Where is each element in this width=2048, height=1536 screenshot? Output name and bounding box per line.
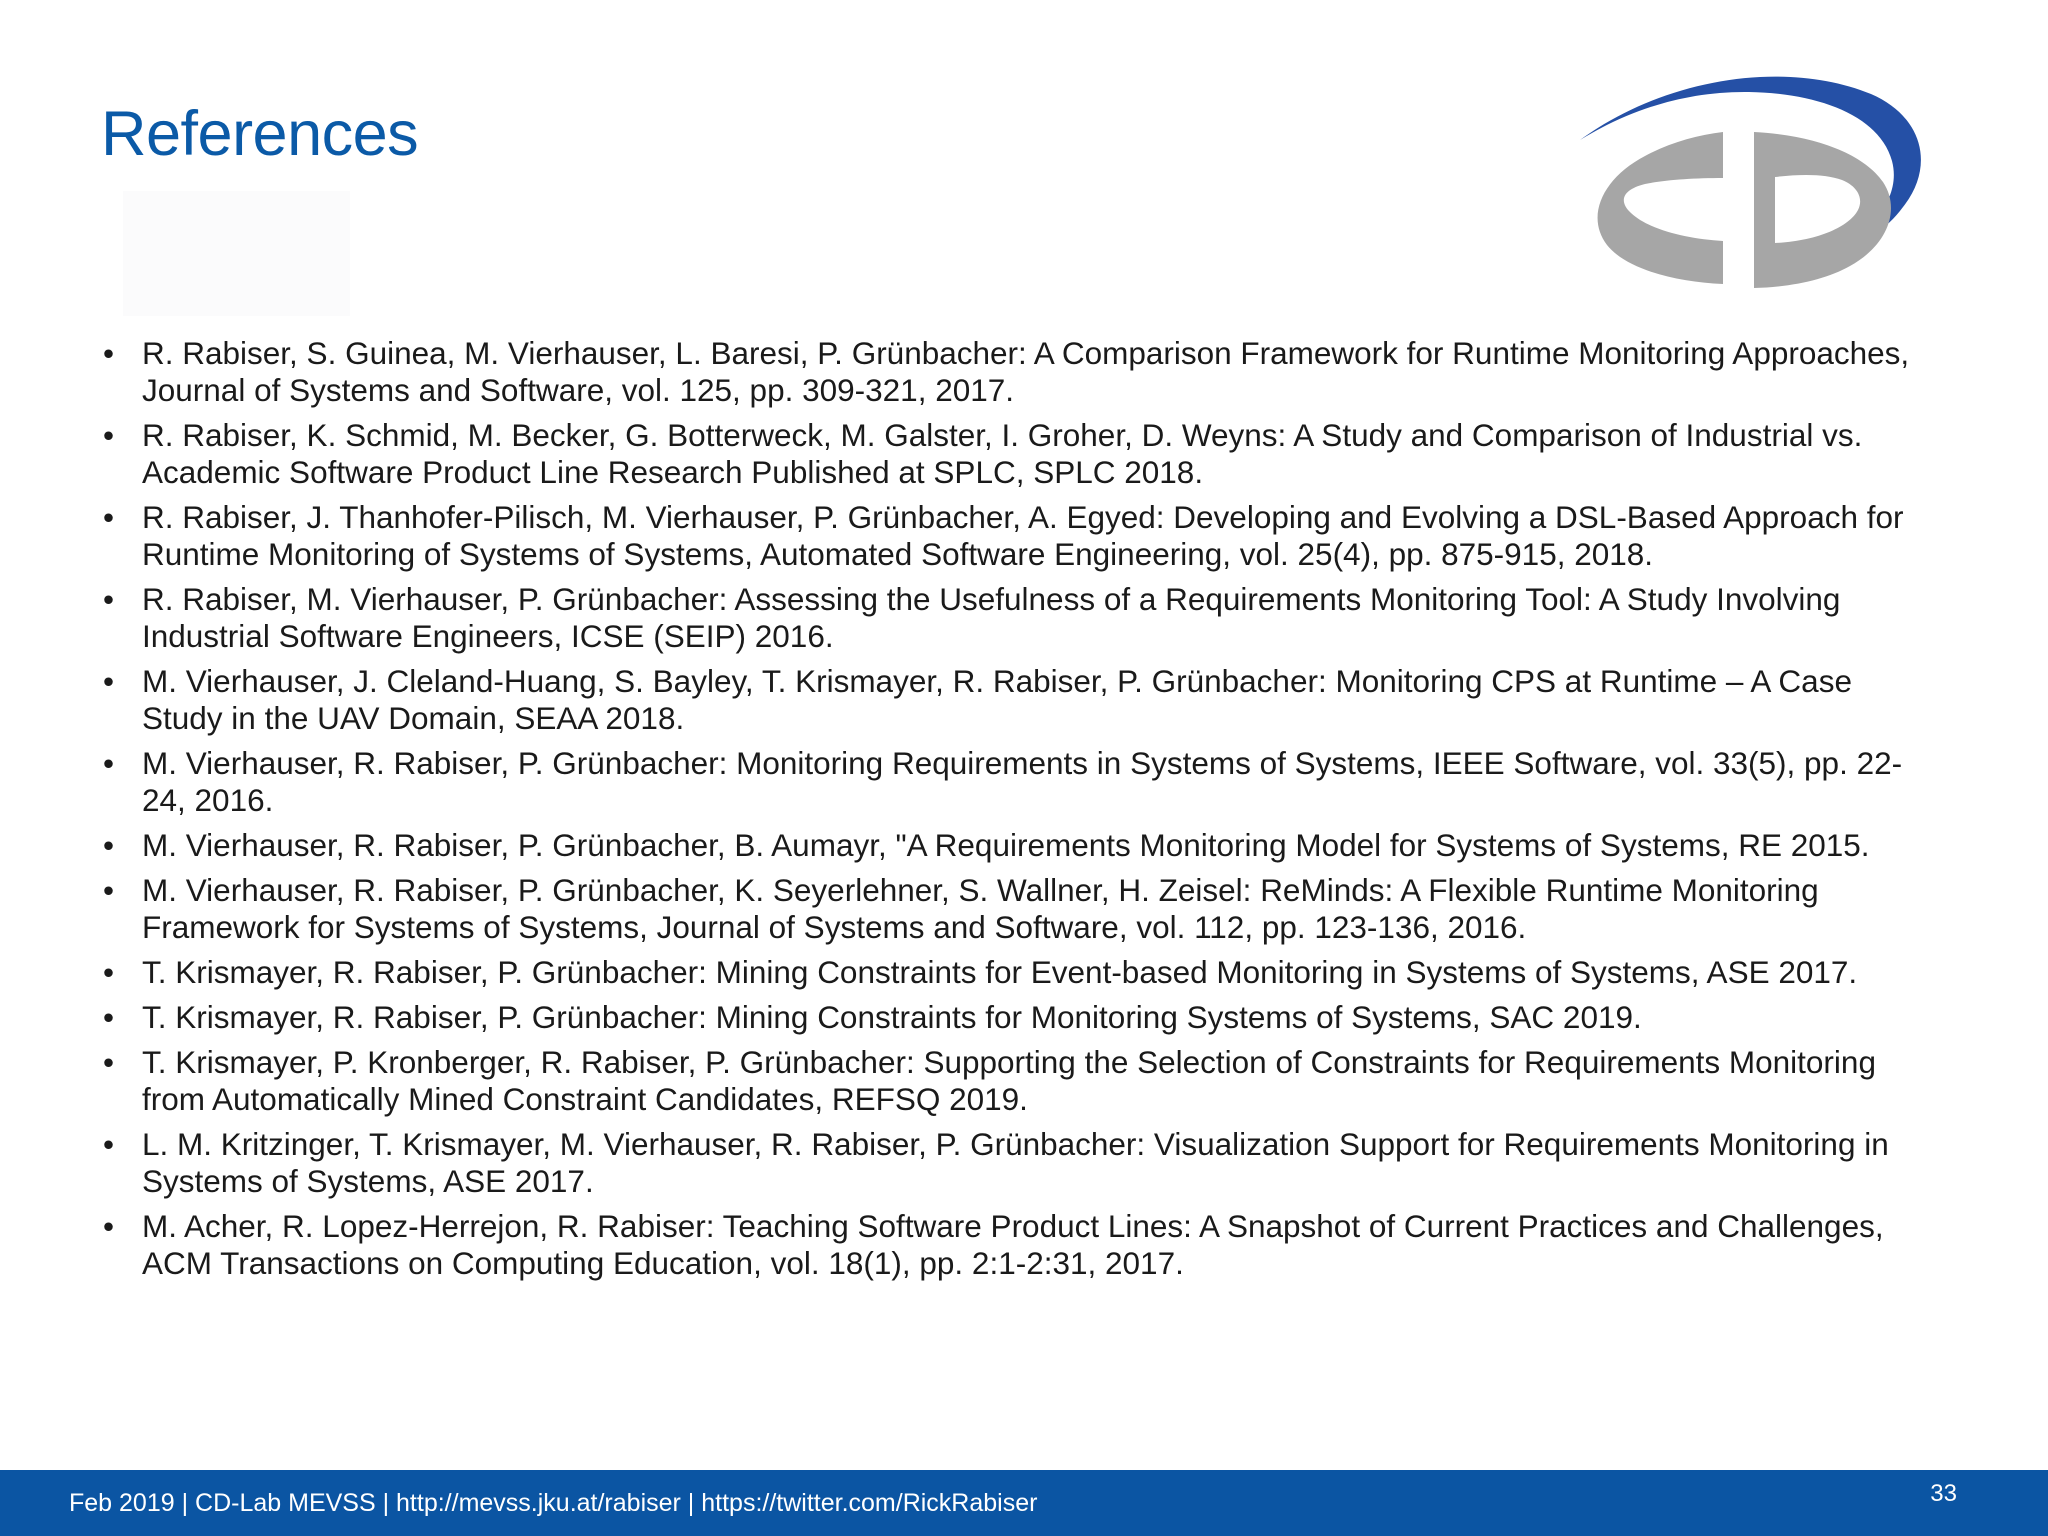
reference-item	[103, 1126, 1913, 1200]
reference-text: T. Krismayer, R. Rabiser, P. Grünbacher: Mining Constraints for Monitoring Systems of Systems, SAC 2019.	[142, 999, 1642, 1035]
bullet-icon: •	[103, 745, 115, 781]
bullet-icon: •	[103, 335, 115, 371]
reference-item	[103, 1208, 1913, 1282]
bullet-icon: •	[103, 872, 115, 908]
reference-text: M. Vierhauser, R. Rabiser, P. Grünbacher, B. Aumayr, "A Requirements Monitoring Model for Systems of Systems, RE 2015.	[142, 827, 1870, 863]
reference-item	[103, 1044, 1913, 1118]
reference-text: R. Rabiser, J. Thanhofer-Pilisch, M. Vierhauser, P. Grünbacher, A. Egyed: Developing and Evolving a DSL-Based Approach for Runtime Monitoring of Systems of Systems, Automated Software Engineering, vol. 25(4), pp. 875-915, 2018.	[142, 499, 1904, 572]
logo-gray-d	[1754, 132, 1891, 288]
reference-item	[103, 335, 1913, 409]
bullet-icon: •	[103, 1044, 115, 1080]
reference-item	[103, 581, 1913, 655]
bullet-icon: •	[103, 827, 115, 863]
reference-item	[103, 872, 1913, 946]
bullet-icon: •	[103, 663, 115, 699]
reference-text: M. Vierhauser, R. Rabiser, P. Grünbacher: Monitoring Requirements in Systems of Systems, IEEE Software, vol. 33(5), pp. 22-24, 2016.	[142, 745, 1903, 818]
footer-text: Feb 2019 | CD-Lab MEVSS | http://mevss.jku.at/rabiser | https://twitter.com/RickRabiser	[69, 1489, 1038, 1517]
cd-lab-logo-icon	[1570, 62, 1932, 310]
bullet-icon: •	[103, 1208, 115, 1244]
logo-gray-c	[1598, 132, 1723, 284]
bullet-icon: •	[103, 417, 115, 453]
reference-text: R. Rabiser, K. Schmid, M. Becker, G. Botterweck, M. Galster, I. Groher, D. Weyns: A Study and Comparison of Industrial vs. Academic Software Product Line Research Published at SPLC, SPLC 2018.	[142, 417, 1863, 490]
reference-text: M. Acher, R. Lopez-Herrejon, R. Rabiser: Teaching Software Product Lines: A Snapshot of Current Practices and Challenges, ACM Transactions on Computing Education, vol. 18(1), pp. 2:1-2:31, 2017.	[142, 1208, 1884, 1281]
reference-item	[103, 745, 1913, 819]
reference-item	[103, 999, 1913, 1036]
faint-background-panel	[123, 191, 350, 316]
reference-list	[103, 335, 1913, 1290]
reference-text: M. Vierhauser, J. Cleland-Huang, S. Bayley, T. Krismayer, R. Rabiser, P. Grünbacher: Monitoring CPS at Runtime – A Case Study in the UAV Domain, SEAA 2018.	[142, 663, 1852, 736]
reference-text: L. M. Kritzinger, T. Krismayer, M. Vierhauser, R. Rabiser, P. Grünbacher: Visualization Support for Requirements Monitoring in Systems of Systems, ASE 2017.	[142, 1126, 1889, 1199]
reference-item	[103, 954, 1913, 991]
page-title: References	[101, 99, 419, 169]
bullet-icon: •	[103, 999, 115, 1035]
bullet-icon: •	[103, 954, 115, 990]
reference-text: R. Rabiser, M. Vierhauser, P. Grünbacher: Assessing the Usefulness of a Requirements Monitoring Tool: A Study Involving Industrial Software Engineers, ICSE (SEIP) 2016.	[142, 581, 1841, 654]
bullet-icon: •	[103, 581, 115, 617]
bullet-icon: •	[103, 1126, 115, 1162]
reference-item	[103, 827, 1913, 864]
reference-text: R. Rabiser, S. Guinea, M. Vierhauser, L. Baresi, P. Grünbacher: A Comparison Framework for Runtime Monitoring Approaches, Journal of Systems and Software, vol. 125, pp. 309-321, 2017.	[142, 335, 1910, 408]
footer-bar	[0, 1470, 2048, 1536]
reference-item	[103, 417, 1913, 491]
reference-text: T. Krismayer, P. Kronberger, R. Rabiser, P. Grünbacher: Supporting the Selection of Constraints for Requirements Monitoring from Automatically Mined Constraint Candidates, REFSQ 2019.	[142, 1044, 1876, 1117]
reference-item	[103, 663, 1913, 737]
reference-text: M. Vierhauser, R. Rabiser, P. Grünbacher, K. Seyerlehner, S. Wallner, H. Zeisel: ReMinds: A Flexible Runtime Monitoring Framework for Systems of Systems, Journal of Systems and Software, vol. 112, pp. 123-136, 2016.	[142, 872, 1819, 945]
reference-item	[103, 499, 1913, 573]
page-number: 33	[1930, 1480, 1957, 1507]
reference-text: T. Krismayer, R. Rabiser, P. Grünbacher: Mining Constraints for Event-based Monitoring in Systems of Systems, ASE 2017.	[142, 954, 1858, 990]
bullet-icon: •	[103, 499, 115, 535]
